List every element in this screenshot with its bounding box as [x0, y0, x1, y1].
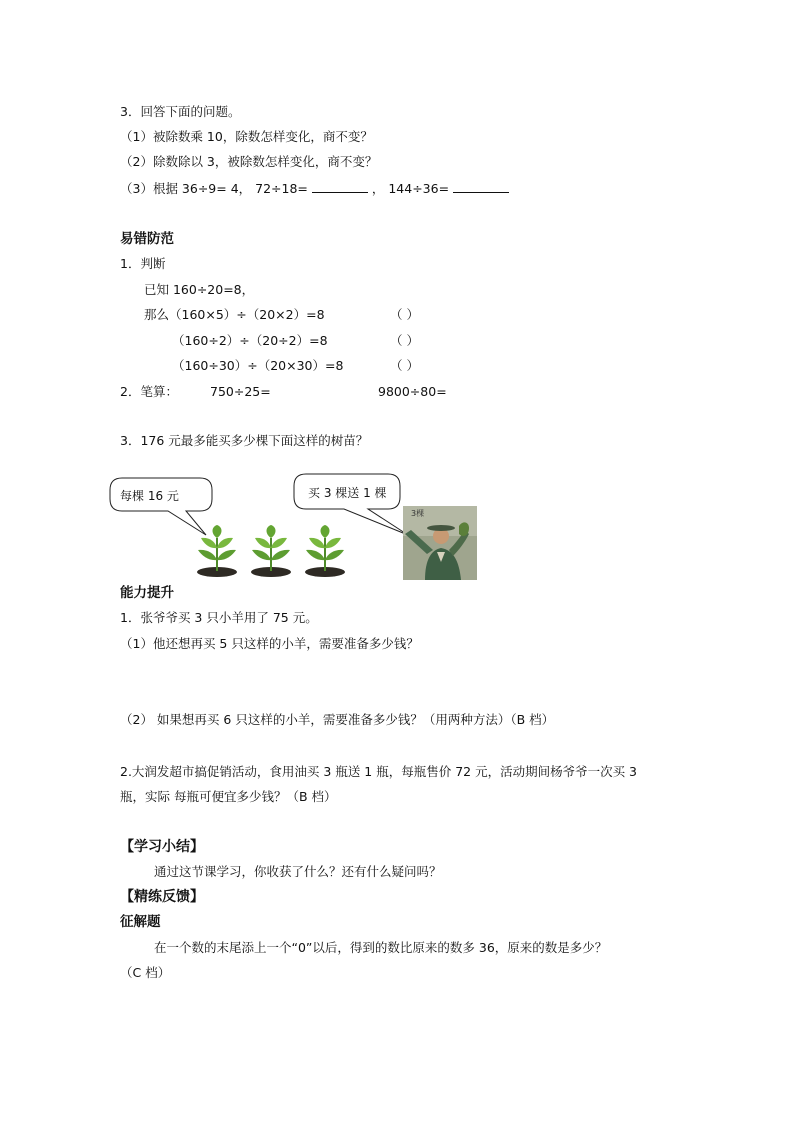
ability-heading: 能力提升: [120, 585, 174, 601]
judge-known: 已知 160÷20=8，: [144, 282, 255, 297]
q3-sub3-text-a: （3）根据 36÷9= 4， 72÷18=: [120, 181, 308, 196]
price-bubble-text: 每棵 16 元: [120, 489, 179, 503]
summary-heading: 【学习小结】: [120, 839, 204, 855]
seedling-icon: [246, 524, 296, 580]
judge-paren-1[interactable]: （ ）: [390, 307, 419, 322]
ability-q1: 1．张爷爷买 3 只小羊用了 75 元。: [120, 610, 318, 625]
feedback-line2: （C 档）: [120, 965, 171, 980]
trees-question: 3．176 元最多能买多少棵下面这样的树苗？: [120, 433, 369, 448]
judge-title: 1．判断: [120, 256, 166, 271]
seedling-icon: [300, 524, 350, 580]
written-calc-1: 750÷25=: [210, 384, 271, 399]
judge-row-1: 那么（160×5）÷（20×2）=8: [144, 307, 325, 322]
q3-sub2: （2）除数除以 3，被除数怎样变化，商不变？: [120, 154, 378, 169]
judge-paren-2[interactable]: （ ）: [390, 333, 419, 348]
feedback-subheading: 征解题: [120, 914, 161, 930]
q3-sub3-text-b: ， 144÷36=: [371, 181, 450, 196]
answer-blank-2[interactable]: [453, 180, 509, 193]
promo-bubble-text: 买 3 棵送 1 棵: [308, 486, 387, 500]
q3-title: 3．回答下面的问题。: [120, 104, 241, 119]
feedback-line1: 在一个数的末尾添上一个“0”以后，得到的数比原来的数多 36，原来的数是多少？: [154, 940, 608, 955]
ability-q2-line1: 2.大润发超市搞促销活动，食用油买 3 瓶送 1 瓶，每瓶售价 72 元，活动期间杨爷爷一次买 3: [120, 764, 638, 779]
answer-blank-1[interactable]: [312, 180, 368, 193]
farmer-photo: [403, 506, 477, 580]
judge-row-3: （160÷30）÷（20×30）=8: [172, 358, 344, 373]
written-calc-label: 2．笔算：: [120, 384, 178, 399]
ability-q2-line2: 瓶，实际 每瓶可便宜多少钱？（B 档）: [120, 789, 337, 804]
judge-paren-3[interactable]: （ ）: [390, 358, 419, 373]
error-prevention-heading: 易错防范: [120, 231, 174, 247]
written-calc-2: 9800÷80=: [378, 384, 447, 399]
q3-sub3: [120, 180, 509, 197]
seedling-icon: [192, 524, 242, 580]
ability-q1-part2: （2） 如果想再买 6 只这样的小羊，需要准备多少钱？（用两种方法）（B 档）: [120, 712, 555, 727]
judge-row-2: （160÷2）÷（20÷2）=8: [172, 333, 328, 348]
q3-sub1: （1）被除数乘 10，除数怎样变化，商不变？: [120, 129, 373, 144]
photo-caption: 3棵: [411, 509, 425, 518]
summary-text: 通过这节课学习，你收获了什么？还有什么疑问吗？: [154, 864, 442, 879]
feedback-heading: 【精练反馈】: [120, 889, 204, 905]
ability-q1-part1: （1）他还想再买 5 只这样的小羊，需要准备多少钱？: [120, 636, 419, 651]
